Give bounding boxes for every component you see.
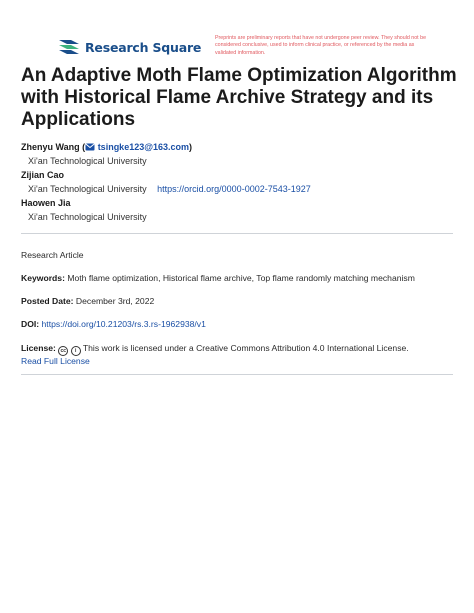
author-1-name: Zhenyu Wang bbox=[21, 142, 80, 152]
author-2-orcid-link[interactable]: https://orcid.org/0000-0002-7543-1927 bbox=[157, 184, 311, 194]
license-text: This work is licensed under a Creative Commons Attribution 4.0 International License. bbox=[82, 343, 409, 353]
paper-title: An Adaptive Moth Flame Optimization Algorithm with Historical Flame Archive Strategy and its Applications bbox=[21, 65, 457, 130]
attribution-icon: i bbox=[71, 346, 81, 356]
posted-date-value: December 3rd, 2022 bbox=[75, 296, 155, 306]
keywords-value: Moth flame optimization, Historical flame archive, Top flame randomly matching mechanism bbox=[67, 273, 415, 283]
mail-icon bbox=[85, 143, 95, 151]
posted-date-line bbox=[21, 296, 154, 306]
brand-name: Research Square bbox=[85, 39, 202, 55]
divider-top bbox=[21, 233, 453, 234]
author-3-name: Haowen Jia bbox=[21, 198, 71, 208]
author-1: Zhenyu Wang ( tsingke123@163.com) bbox=[21, 142, 193, 152]
posted-date-label: Posted Date: bbox=[21, 296, 74, 306]
read-full-license-link[interactable]: Read Full License bbox=[21, 356, 90, 366]
article-type: Research Article bbox=[21, 250, 84, 260]
read-license-line bbox=[21, 356, 90, 366]
author-2-affiliation: Xi'an Technological University bbox=[28, 184, 147, 194]
cc-icon: cc bbox=[58, 346, 68, 356]
preprint-disclaimer: Preprints are preliminary reports that have not undergone peer review. They should not be considered conclusive, used to inform clinical practice, or referenced by the media as validated information. bbox=[215, 35, 427, 56]
keywords-line bbox=[21, 273, 415, 283]
doi-link[interactable]: https://doi.org/10.21203/rs.3.rs-1962938/v1 bbox=[41, 319, 206, 329]
divider-bottom bbox=[21, 374, 453, 375]
doi-label: DOI: bbox=[21, 319, 40, 329]
author-2-name: Zijian Cao bbox=[21, 170, 65, 180]
license-line bbox=[21, 343, 409, 356]
research-square-logo[interactable] bbox=[57, 38, 201, 56]
author-1-affiliation: Xi'an Technological University bbox=[28, 156, 147, 166]
author-2-affiliation-line bbox=[28, 184, 311, 194]
author-1-email-link[interactable]: tsingke123@163.com bbox=[97, 142, 190, 152]
doi-line bbox=[21, 319, 206, 329]
keywords-label: Keywords: bbox=[21, 273, 65, 283]
license-label: License: bbox=[21, 343, 56, 353]
author-3-affiliation: Xi'an Technological University bbox=[28, 212, 147, 222]
research-square-logo-icon bbox=[57, 38, 81, 56]
